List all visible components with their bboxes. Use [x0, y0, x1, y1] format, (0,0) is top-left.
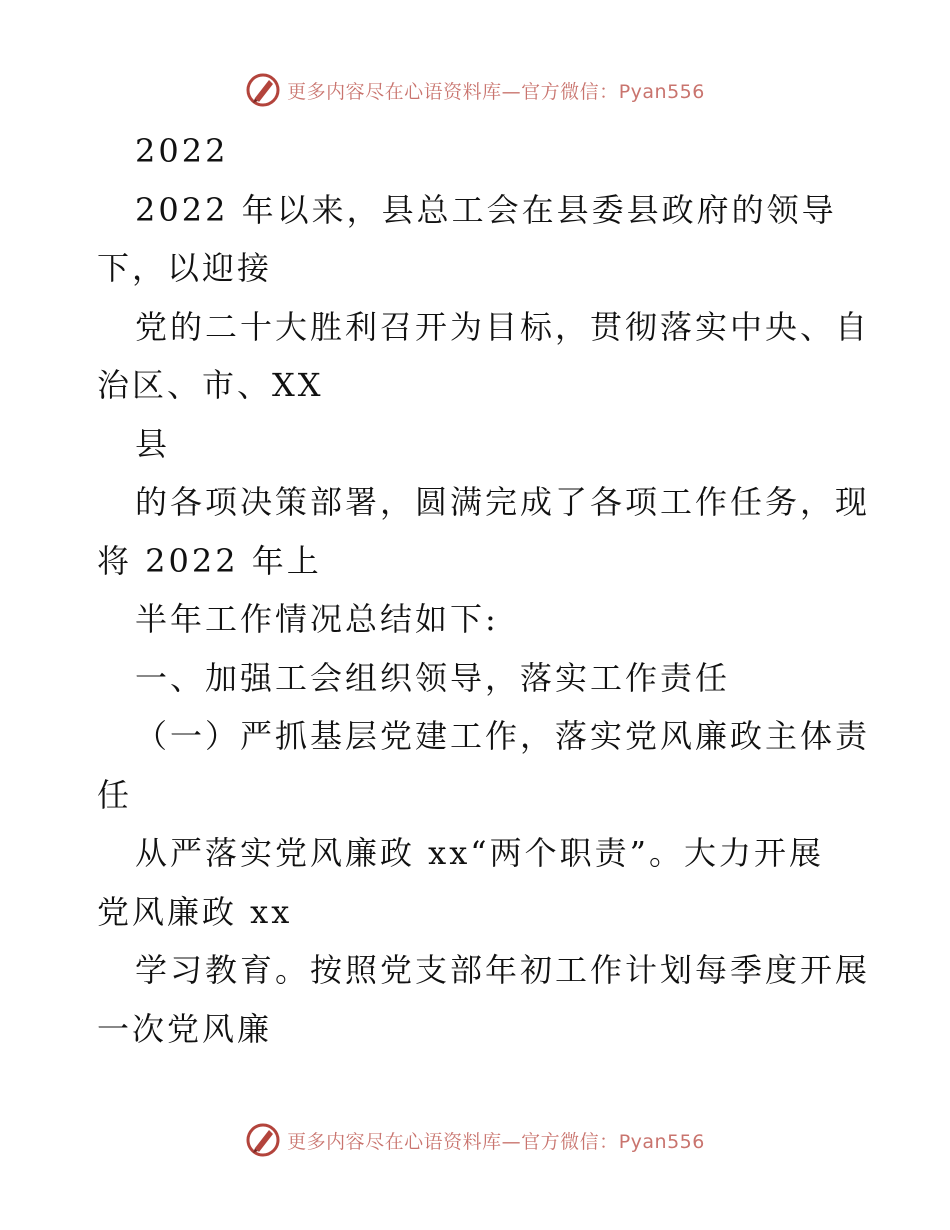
- watermark-wechat-id: Pyan556: [618, 1130, 705, 1153]
- text-line: 学习教育。按照党支部年初工作计划每季度开展: [135, 951, 871, 989]
- watermark-text: [287, 77, 705, 104]
- text-line: 一、加强工会组织领导，落实工作责任: [135, 658, 731, 697]
- text-line: 县: [135, 424, 171, 463]
- text-line: 2022 年以来，县总工会在县委县政府的领导: [135, 190, 837, 229]
- text-line: 任: [97, 775, 133, 814]
- watermark-site-name: 更多内容尽在心语资料库: [287, 1130, 502, 1153]
- watermark-separator: —: [501, 1130, 522, 1153]
- text-line: 的各项决策部署，圆满完成了各项工作任务，现: [135, 483, 871, 521]
- text-line: 将 2022 年上: [97, 541, 322, 580]
- text-line: 党风廉政 xx: [97, 892, 293, 931]
- text-line: 一次党风廉: [97, 1009, 273, 1048]
- watermark-site-name: 更多内容尽在心语资料库: [287, 80, 502, 103]
- document-body: [97, 122, 871, 1058]
- watermark-wechat-label: 官方微信：: [521, 80, 619, 103]
- watermark-wechat-id: Pyan556: [618, 80, 705, 103]
- pen-logo-icon: [245, 1122, 281, 1158]
- text-line: 半年工作情况总结如下:: [135, 600, 499, 638]
- text-line: 党的二十大胜利召开为目标，贯彻落实中央、自: [135, 307, 871, 346]
- text-line: 下，以迎接: [97, 249, 273, 287]
- text-line: 2022: [135, 132, 229, 170]
- watermark-text: [287, 1127, 705, 1154]
- pen-logo-icon: [245, 72, 281, 108]
- text-line: 从严落实党风廉政 xx“两个职责”。大力开展: [135, 834, 824, 872]
- footer-watermark: [0, 1120, 950, 1160]
- header-watermark: [0, 70, 950, 110]
- watermark-separator: —: [501, 80, 522, 103]
- text-line: 治区、市、XX: [97, 366, 324, 404]
- text-line: （一）严抓基层党建工作，落实党风廉政主体责: [135, 717, 871, 755]
- watermark-wechat-label: 官方微信：: [521, 1130, 619, 1153]
